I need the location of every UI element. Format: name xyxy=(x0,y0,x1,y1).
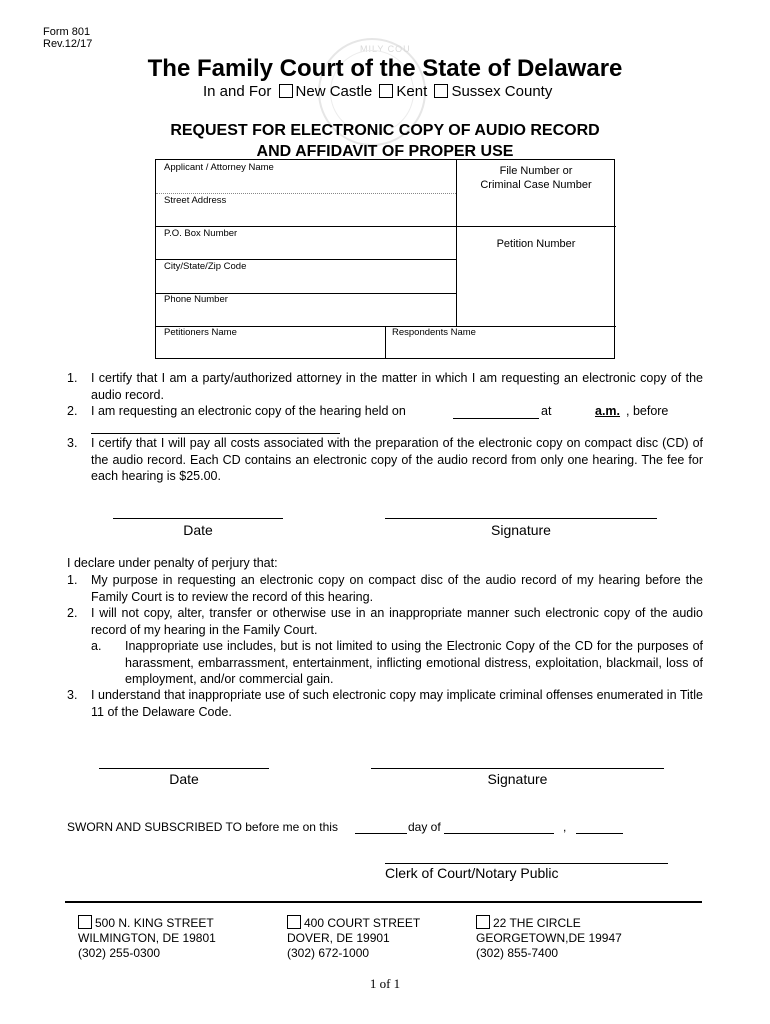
decl-number-3: 3. xyxy=(67,688,78,702)
cert-number-1: 1. xyxy=(67,371,78,385)
sworn-day-blank[interactable] xyxy=(355,833,407,834)
office-sussex xyxy=(476,915,622,961)
checkbox-new-castle[interactable] xyxy=(279,84,293,98)
signature-label-2: Signature xyxy=(487,771,548,787)
office-street: 400 COURT STREET xyxy=(304,916,421,930)
sworn-text: SWORN AND SUBSCRIBED TO before me on this xyxy=(67,820,338,834)
checkbox-kent[interactable] xyxy=(379,84,393,98)
declaration-intro: I declare under penalty of perjury that: xyxy=(67,556,278,570)
table-rule xyxy=(456,226,616,227)
decl-number-1: 1. xyxy=(67,573,78,587)
respondents-name-field[interactable]: Respondents Name xyxy=(392,327,476,338)
office-city: WILMINGTON, DE 19801 xyxy=(78,931,216,945)
date-label-1: Date xyxy=(183,522,213,538)
sworn-comma: , xyxy=(563,820,567,834)
table-rule xyxy=(156,226,456,227)
county-selection xyxy=(203,83,552,101)
city-state-zip-field[interactable]: City/State/Zip Code xyxy=(164,261,247,272)
office-new-castle xyxy=(78,915,216,961)
cert-item-3: I certify that I will pay all costs associated with the preparation of the electronic copy on compact disc (CD) of the audio record. Each CD contains an electronic copy of the audio record from only one hearing. The fee for each hearing is $25.00. xyxy=(91,436,703,483)
office-street: 500 N. KING STREET xyxy=(95,916,214,930)
request-title xyxy=(0,120,770,162)
office-phone: (302) 255-0300 xyxy=(78,946,161,960)
date-line-1[interactable] xyxy=(113,518,283,519)
date-line-2[interactable] xyxy=(99,768,269,769)
checkbox-sussex[interactable] xyxy=(434,84,448,98)
file-number-field[interactable] xyxy=(456,164,616,192)
cert-item-2-before: , before xyxy=(626,404,669,418)
office-city: GEORGETOWN,DE 19947 xyxy=(476,931,622,945)
cert-number-3: 3. xyxy=(67,436,78,450)
checkbox-office-kent[interactable] xyxy=(287,915,301,929)
request-title-line2: AND AFFIDAVIT OF PROPER USE xyxy=(256,143,514,160)
clerk-label: Clerk of Court/Notary Public xyxy=(385,865,559,881)
checkbox-office-new-castle[interactable] xyxy=(78,915,92,929)
revision-date: Rev.12/17 xyxy=(43,38,93,50)
seal-text: MILY COU xyxy=(360,44,411,54)
cert-item-2-am: a.m. xyxy=(595,404,621,418)
county-prefix: In and For xyxy=(203,83,272,100)
criminal-case-label: Criminal Case Number xyxy=(480,179,592,191)
dotted-rule xyxy=(156,193,456,194)
court-title: The Family Court of the State of Delaware xyxy=(147,55,623,82)
table-divider xyxy=(385,326,386,359)
footer-divider xyxy=(65,901,702,903)
judge-name-blank[interactable] xyxy=(91,433,340,434)
applicant-name-field[interactable]: Applicant / Attorney Name xyxy=(164,162,274,173)
request-title-line1: REQUEST FOR ELECTRONIC COPY OF AUDIO RECORD xyxy=(170,122,600,139)
phone-number-field[interactable]: Phone Number xyxy=(164,294,228,305)
decl-number-2: 2. xyxy=(67,606,78,620)
decl-item-2: I will not copy, alter, transfer or otherwise use in an inappropriate manner such electronic copy of the audio record of my hearing in the Family Court. xyxy=(91,606,703,637)
county-kent: Kent xyxy=(396,83,428,100)
sworn-day-of: day of xyxy=(408,820,441,834)
form-number-block xyxy=(43,26,92,50)
file-number-label: File Number or xyxy=(499,165,573,177)
cert-item-1: I certify that I am a party/authorized attorney in the matter in which I am requesting an electronic copy of the audio record. xyxy=(91,371,703,402)
decl-item-1: My purpose in requesting an electronic copy on compact disc of the audio record of my hearing before the Family Court is to review the record of this hearing. xyxy=(91,573,703,604)
cert-item-2-text: I am requesting an electronic copy of the hearing held on xyxy=(91,404,406,418)
office-city: DOVER, DE 19901 xyxy=(287,931,390,945)
sworn-year-blank[interactable] xyxy=(576,833,623,834)
signature-line-2[interactable] xyxy=(371,768,664,769)
decl-item-3: I understand that inappropriate use of such electronic copy may implicate criminal offenses enumerated in Title 11 of the Delaware Code. xyxy=(91,688,703,719)
office-kent xyxy=(287,915,420,961)
signature-line-1[interactable] xyxy=(385,518,657,519)
page-number: 1 of 1 xyxy=(369,976,401,991)
county-new-castle: New Castle xyxy=(295,83,373,100)
applicant-info-table xyxy=(155,159,615,359)
county-sussex: Sussex County xyxy=(451,83,553,100)
date-label-2: Date xyxy=(169,771,199,787)
office-phone: (302) 672-1000 xyxy=(287,946,370,960)
table-rule xyxy=(156,259,456,260)
street-address-field[interactable]: Street Address xyxy=(164,195,227,206)
cert-number-2: 2. xyxy=(67,404,78,418)
petition-number-field[interactable]: Petition Number xyxy=(496,238,576,250)
decl-letter-a: a. xyxy=(91,639,102,653)
hearing-date-blank[interactable] xyxy=(453,418,539,419)
form-number: Form 801 xyxy=(43,26,91,38)
po-box-field[interactable]: P.O. Box Number xyxy=(164,228,238,239)
clerk-signature-line[interactable] xyxy=(385,863,668,864)
checkbox-office-sussex[interactable] xyxy=(476,915,490,929)
signature-label-1: Signature xyxy=(491,522,551,538)
office-phone: (302) 855-7400 xyxy=(476,946,559,960)
petitioners-name-field[interactable]: Petitioners Name xyxy=(164,327,237,338)
decl-item-2a: Inappropriate use includes, but is not limited to using the Electronic Copy of the CD for the purposes of harassment, embarrassment, entertainment, inflicting emotional distress, exploitation, blackmail, loss of employment, and/or commercial gain. xyxy=(125,639,703,686)
office-street: 22 THE CIRCLE xyxy=(493,916,581,930)
cert-item-2-at: at xyxy=(541,404,552,418)
sworn-month-blank[interactable] xyxy=(444,833,554,834)
